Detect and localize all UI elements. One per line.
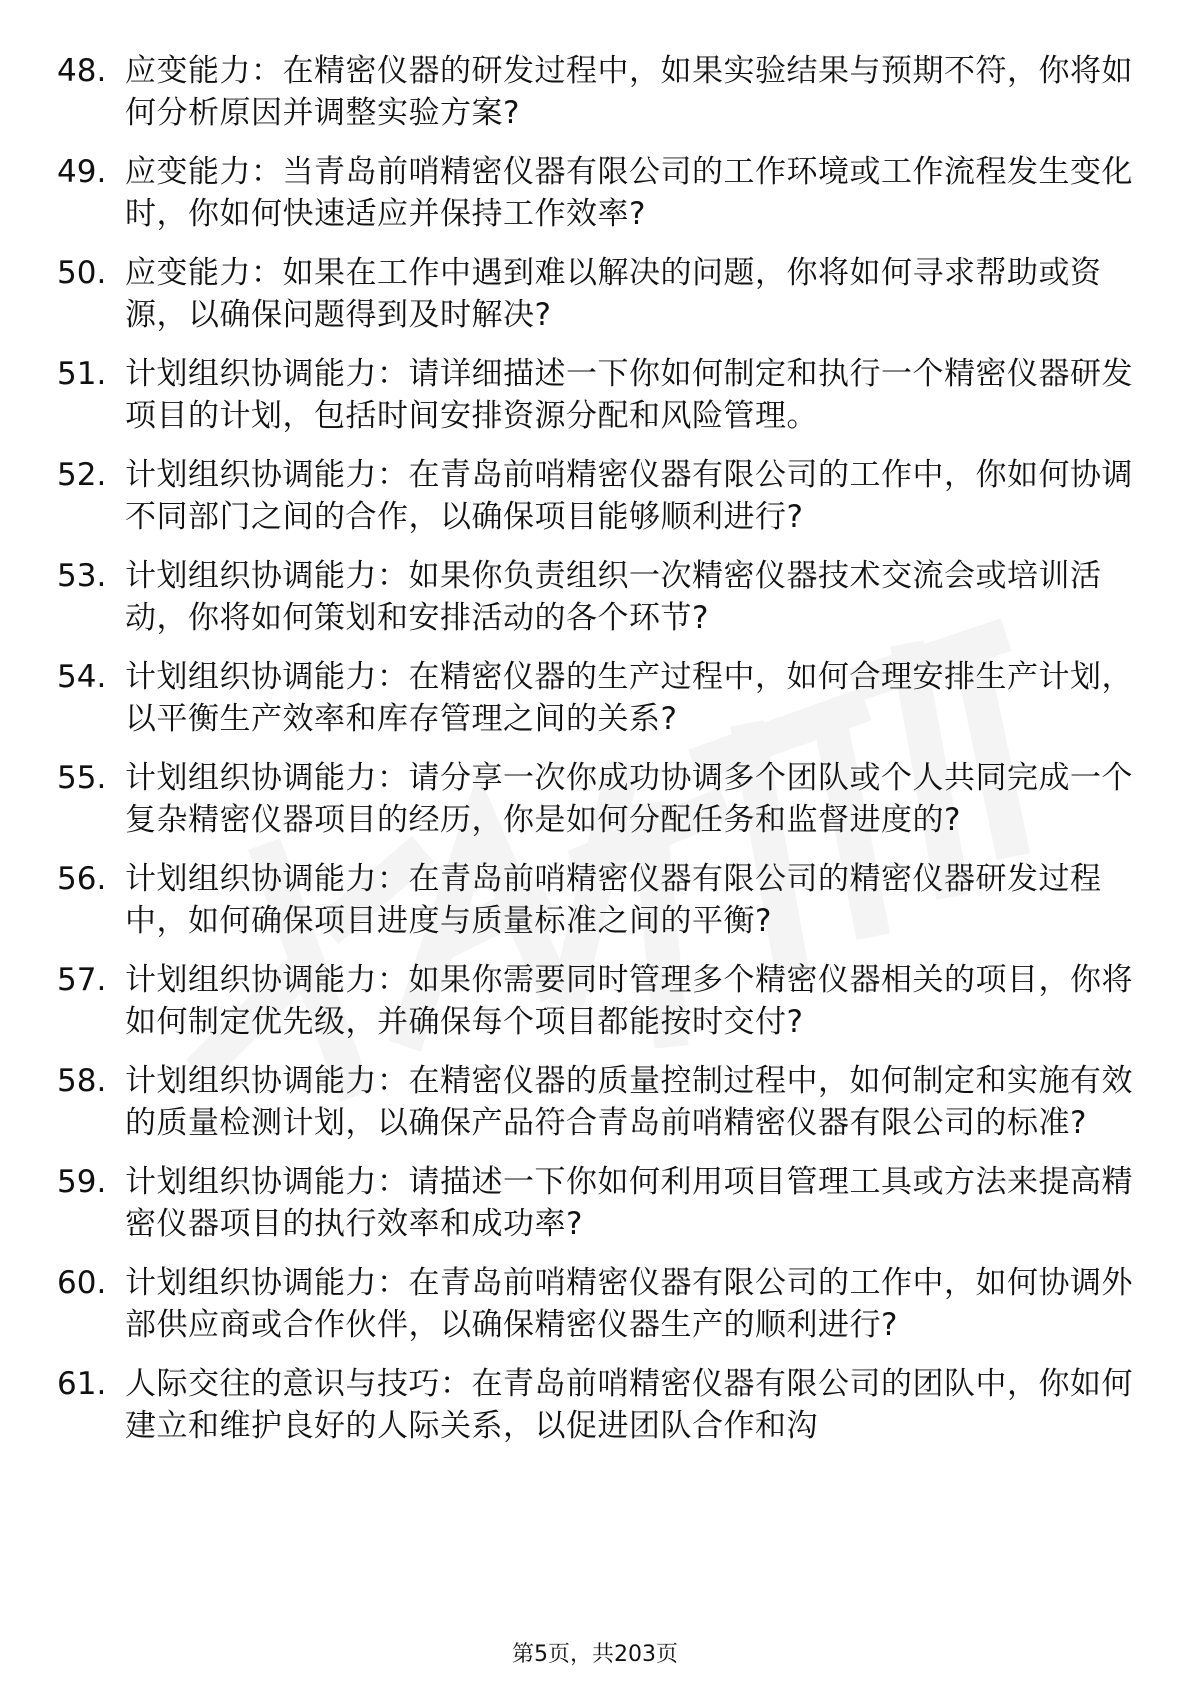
question-number: 60. bbox=[57, 1265, 107, 1301]
question-text: 应变能力：如果在工作中遇到难以解决的问题，你将如何寻求帮助或资源，以确保问题得到及时解决? bbox=[125, 255, 1102, 333]
question-item bbox=[57, 1363, 1137, 1447]
question-text: 应变能力：当青岛前哨精密仪器有限公司的工作环境或工作流程发生变化时，你如何快速适应并保持工作效率? bbox=[125, 154, 1133, 232]
question-number: 52. bbox=[57, 457, 107, 493]
question-number: 48. bbox=[57, 53, 107, 89]
question-text: 计划组织协调能力：请分享一次你成功协调多个团队或个人共同完成一个复杂精密仪器项目的经历，你是如何分配任务和监督进度的? bbox=[125, 760, 1133, 838]
page-footer bbox=[0, 1641, 1190, 1669]
question-item bbox=[57, 353, 1137, 437]
page-number-label: 第5页，共203页 bbox=[512, 1642, 678, 1667]
question-list bbox=[57, 50, 1137, 1464]
question-text: 计划组织协调能力：请描述一下你如何利用项目管理工具或方法来提高精密仪器项目的执行效率和成功率? bbox=[125, 1164, 1133, 1242]
question-number: 56. bbox=[57, 861, 107, 897]
question-text: 计划组织协调能力：在青岛前哨精密仪器有限公司的精密仪器研发过程中，如何确保项目进度与质量标准之间的平衡? bbox=[125, 861, 1102, 939]
question-item bbox=[57, 555, 1137, 639]
question-text: 计划组织协调能力：在青岛前哨精密仪器有限公司的工作中，如何协调外部供应商或合作伙伴，以确保精密仪器生产的顺利进行? bbox=[125, 1265, 1133, 1343]
question-item bbox=[57, 1060, 1137, 1144]
question-text: 人际交往的意识与技巧：在青岛前哨精密仪器有限公司的团队中，你如何建立和维护良好的人际关系，以促进团队合作和沟 bbox=[125, 1366, 1133, 1444]
question-number: 59. bbox=[57, 1164, 107, 1200]
question-item bbox=[57, 858, 1137, 942]
question-item bbox=[57, 757, 1137, 841]
question-item bbox=[57, 1262, 1137, 1346]
question-text: 应变能力：在精密仪器的研发过程中，如果实验结果与预期不符，你将如何分析原因并调整实验方案? bbox=[125, 53, 1133, 131]
question-item bbox=[57, 959, 1137, 1043]
question-item bbox=[57, 50, 1137, 134]
question-number: 53. bbox=[57, 558, 107, 594]
question-number: 51. bbox=[57, 356, 107, 392]
question-text: 计划组织协调能力：在青岛前哨精密仪器有限公司的工作中，你如何协调不同部门之间的合作，以确保项目能够顺利进行? bbox=[125, 457, 1133, 535]
question-number: 57. bbox=[57, 962, 107, 998]
question-item bbox=[57, 454, 1137, 538]
question-item bbox=[57, 252, 1137, 336]
question-number: 55. bbox=[57, 760, 107, 796]
question-text: 计划组织协调能力：在精密仪器的质量控制过程中，如何制定和实施有效的质量检测计划，以确保产品符合青岛前哨精密仪器有限公司的标准? bbox=[125, 1063, 1133, 1141]
question-text: 计划组织协调能力：在精密仪器的生产过程中，如何合理安排生产计划，以平衡生产效率和库存管理之间的关系? bbox=[125, 659, 1133, 737]
question-number: 49. bbox=[57, 154, 107, 190]
question-item bbox=[57, 151, 1137, 235]
question-text: 计划组织协调能力：如果你需要同时管理多个精密仪器相关的项目，你将如何制定优先级，并确保每个项目都能按时交付? bbox=[125, 962, 1133, 1040]
question-number: 50. bbox=[57, 255, 107, 291]
question-number: 58. bbox=[57, 1063, 107, 1099]
question-text: 计划组织协调能力：请详细描述一下你如何制定和执行一个精密仪器研发项目的计划，包括时间安排资源分配和风险管理。 bbox=[125, 356, 1133, 434]
question-number: 54. bbox=[57, 659, 107, 695]
question-text: 计划组织协调能力：如果你负责组织一次精密仪器技术交流会或培训活动，你将如何策划和安排活动的各个环节? bbox=[125, 558, 1102, 636]
question-item bbox=[57, 1161, 1137, 1245]
question-number: 61. bbox=[57, 1366, 107, 1402]
question-item bbox=[57, 656, 1137, 740]
